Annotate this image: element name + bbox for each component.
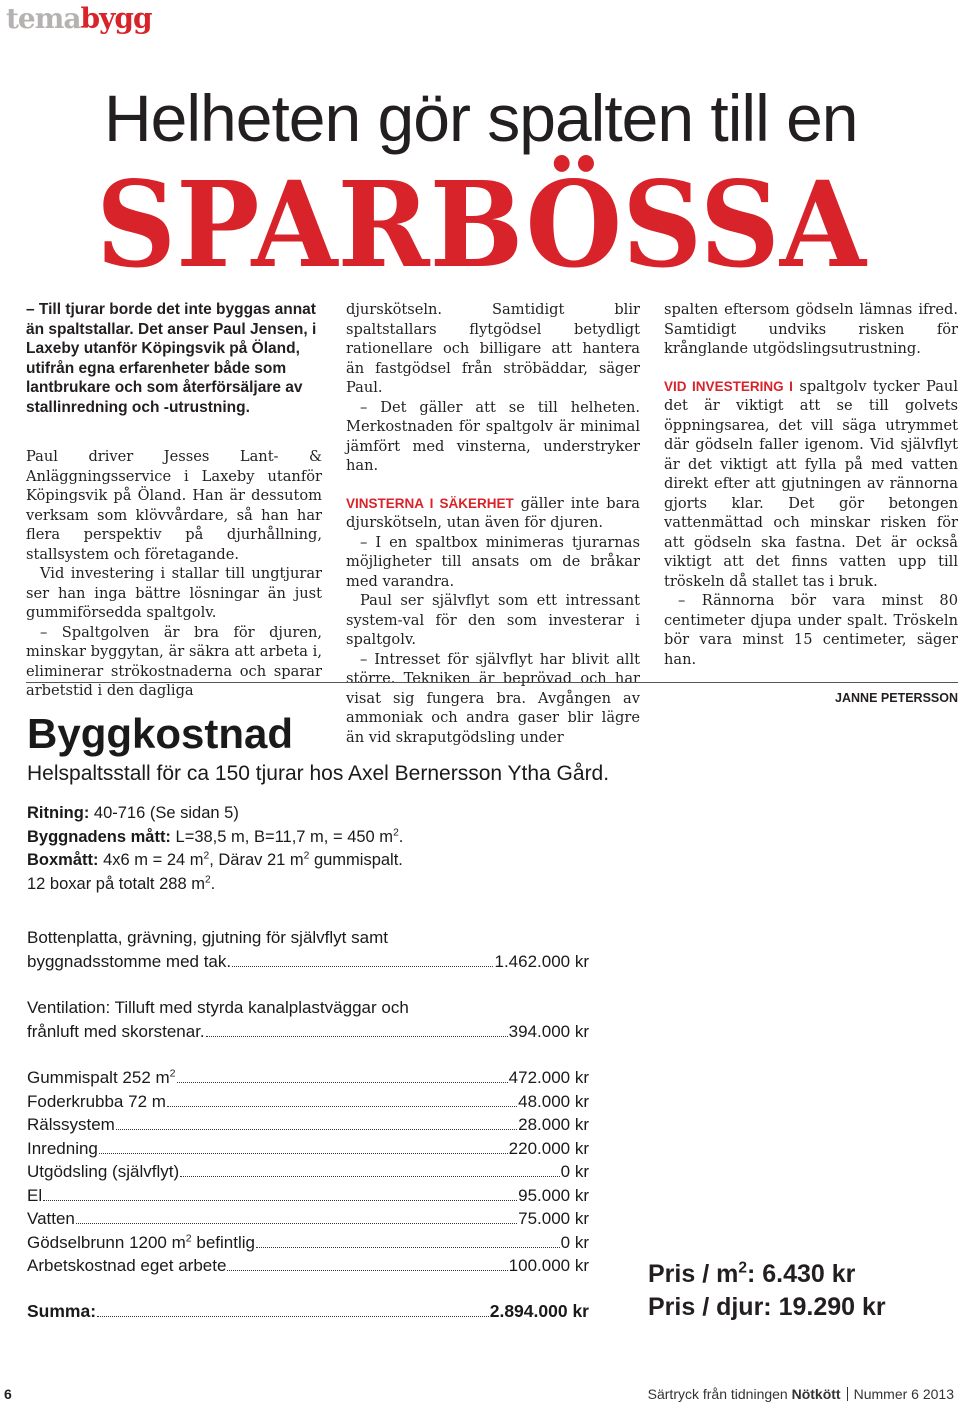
cost-item-ventilation [27,996,589,1043]
spec-period: . [398,827,404,846]
leader-dots [99,1153,508,1154]
paragraph-text: spaltgolv tycker Paul det är viktigt att se till golvets öppningsarea, det vill säga utrymmet där gödseln faller igenom. Vid självflyt är det viktigt att fylla på med vatten direkt efter att gjutningen av rännorna gjorts klar. Det gör betongen vattenmättad och minskar risken för att gödseln ska fastna. Det är också viktigt att det finns vatten upp till tröskeln då stallet tas i bruk. [664,377,958,590]
section-divider [26,682,958,683]
cost-amount: 48.000 kr [518,1091,589,1111]
leader-dots [232,966,493,967]
cost-label: Rälssystem [27,1115,115,1134]
spec-matt [27,826,403,850]
paragraph: – Spaltgolven är bra för djuren, minskar byggytan, är säkra att arbeta i, eliminerar strökostnaderna och sparar arbetstid i den dagliga [26,623,322,699]
paragraph: – I en spaltbox minimeras tjurarnas möjligheter till ansats om de bråkar med varandra. [346,533,640,590]
cost-label: Arbetskostnad eget arbete [27,1256,227,1275]
paragraph [664,377,958,592]
spec-label: Ritning: [27,804,90,822]
cost-amount: 100.000 kr [508,1256,589,1275]
cost-sum [27,1300,589,1324]
cost-amount: 0 kr [560,1162,589,1181]
superscript: 2 [169,1067,176,1080]
superscript: 2 [393,827,399,838]
spec-label: Boxmått: [27,851,99,869]
cost-label: Foderkrubba 72 m [27,1091,166,1111]
superscript: 2 [303,850,310,862]
lead-paragraph: – Till tjurar borde det inte byggas annat än spaltstallar. Det anser Paul Jensen, i Laxeby utanför Köpingsvik på Öland, utifrån egna erfarenheter både som lantbrukare och som återförsäljare av stallinredning och -utrustning. [26,301,317,416]
cost-label: Vatten [27,1209,75,1228]
cost-label [27,1066,176,1090]
building-specs [27,802,403,896]
footer-separator [847,1387,848,1401]
superscript: 2 [204,874,211,885]
cost-line [27,1113,589,1137]
leader-dots [167,1106,517,1107]
cost-line [27,950,589,974]
cost-line [27,1184,589,1208]
cost-label: byggnadsstomme med tak. [27,951,232,971]
brand-part-2: bygg [80,2,152,35]
cost-amount: 1.462.000 kr [494,951,589,971]
cost-label-text: Gödselbrunn 1200 m [27,1232,186,1252]
spec-ritning [27,802,403,826]
cost-label-text: Gummispalt 252 m [27,1068,170,1087]
leader-dots [256,1247,560,1248]
leader-dots [116,1129,517,1130]
cost-line [27,1066,589,1090]
footer-text: Särtryck från tidningen [647,1386,792,1402]
superscript: 2 [185,1231,192,1244]
spec-value: gummispalt. [309,851,403,869]
cost-amount: 28.000 kr [518,1115,589,1134]
cost-line [27,1231,589,1255]
cost-line [27,1160,589,1184]
spec-value: 12 boxar på totalt 288 m [27,874,205,893]
kicker: VID INVESTERING I [664,378,793,394]
cost-amount: 394.000 kr [508,1021,589,1041]
footer-issue: Nummer 6 2013 [853,1386,954,1402]
paragraph: djurskötseln. Samtidigt blir spaltstallars flytgödsel betydligt rationellare och billigare att hantera än fastgödsel från ströbäddar, säger Paul. [346,301,640,396]
cost-label-text: befintlig [191,1232,255,1252]
cost-label: El [27,1185,43,1205]
spec-value: L=38,5 m, B=11,7 m, = 450 m [170,827,394,846]
footer-credit [648,1386,954,1402]
cost-item-bottenplatta [27,926,589,973]
paragraph: – Intresset för självflyt har blivit allt större. Tekniken är beprövad och har visat sig fungera bra. Avgången av ammoniak och andra gaser blir lägre än vid skraputgödsling under [346,650,640,746]
brand-logo [6,4,152,34]
author-byline: JANNE PETERSSON [835,691,958,705]
cost-amount: 75.000 kr [518,1209,589,1228]
paragraph: Paul driver Jesses Lant- & Anläggningsservice i Laxeby utanför Köpingsvik på Öland. Han är dessutom verksam som klövvårdare, så han har flera perspektiv på djurhållning, stallsystem och företagande. [26,448,322,563]
paragraph [346,494,640,533]
cost-box-subtitle: Helspaltsstall för ca 150 tjurar hos Axel Bernersson Ytha Gård. [27,762,610,785]
paragraph: – Rännorna bör vara minst 80 centimeter djupa under spalt. Tröskeln bör vara minst 15 centimeter, säger han. [664,592,958,668]
spec-value: 4x6 m = 24 m [98,851,204,869]
superscript: 2 [203,850,210,862]
price-per-animal: Pris / djur: 19.290 kr [648,1293,886,1321]
cost-amount: 95.000 kr [518,1185,589,1205]
cost-line [27,1300,589,1324]
cost-line [27,1020,589,1044]
leader-dots [177,1082,508,1083]
paragraph: – Det gäller att se till helheten. Merkostnaden för spaltgolv är minimal jämfört med vinsterna, understryker han. [346,398,640,474]
leader-dots [227,1270,507,1271]
price-label: Pris / m [648,1260,739,1288]
cost-label-line: Bottenplatta, grävning, gjutning för självflyt samt [27,928,388,947]
cost-label: frånluft med skorstenar. [27,1021,205,1041]
spec-label: Byggnadens mått: [27,827,171,846]
leader-dots [97,1316,489,1317]
paragraph: spalten eftersom gödseln lämnas ifred. Samtidigt undviks risken för krånglande utgödslingsutrustning. [664,301,958,357]
sum-label: Summa: [27,1301,97,1321]
article-column-2 [346,300,640,747]
paragraph-text: gäller inte bara djurskötseln, utan även för djuren. [346,494,640,531]
spec-period: . [210,874,216,893]
article-column-1 [26,300,322,701]
cost-label: Inredning [27,1138,98,1158]
paragraph: Paul ser självflyt som ett intressant system-val för den som investerar i spaltgolv. [346,592,640,648]
page-number: 6 [4,1386,12,1402]
leader-dots [76,1223,517,1224]
spec-value: , Därav 21 m [209,851,304,869]
spec-boxar [27,873,403,897]
cost-line [27,1254,589,1278]
spec-boxmatt [27,849,403,873]
cost-line [27,1207,589,1231]
headline-line-2: SPARBÖSSA [96,155,866,294]
article-column-3 [664,300,958,709]
cost-item-list [27,1066,589,1278]
cost-amount: 220.000 kr [508,1138,589,1158]
superscript: 2 [738,1259,747,1277]
sum-amount: 2.894.000 kr [489,1301,589,1321]
price-value: : 6.430 kr [746,1260,856,1288]
cost-box-title: Byggkostnad [27,710,294,757]
headline-line-1: Helheten gör spalten till en [104,81,858,155]
paragraph: Vid investering i stallar till ungtjurar ser han inga bättre lösningar än just gummiförsedda spaltgolv. [26,565,322,621]
cost-label: Utgödsling (självflyt) [27,1162,180,1181]
price-per-m2 [648,1258,855,1290]
leader-dots [206,1036,508,1037]
leader-dots [43,1200,517,1201]
cost-line [27,1090,589,1114]
cost-label-line: Ventilation: Tilluft med styrda kanalplastväggar och [27,998,409,1017]
cost-label [27,1231,255,1255]
spec-value: 40-716 (Se sidan 5) [89,804,239,822]
cost-amount: 472.000 kr [508,1068,589,1087]
footer-magazine: Nötkött [791,1386,841,1402]
brand-part-1: tema [6,2,81,35]
kicker: VINSTERNA I SÄKERHET [346,495,514,511]
cost-line [27,1137,589,1161]
cost-amount: 0 kr [560,1232,589,1252]
leader-dots [180,1176,560,1177]
